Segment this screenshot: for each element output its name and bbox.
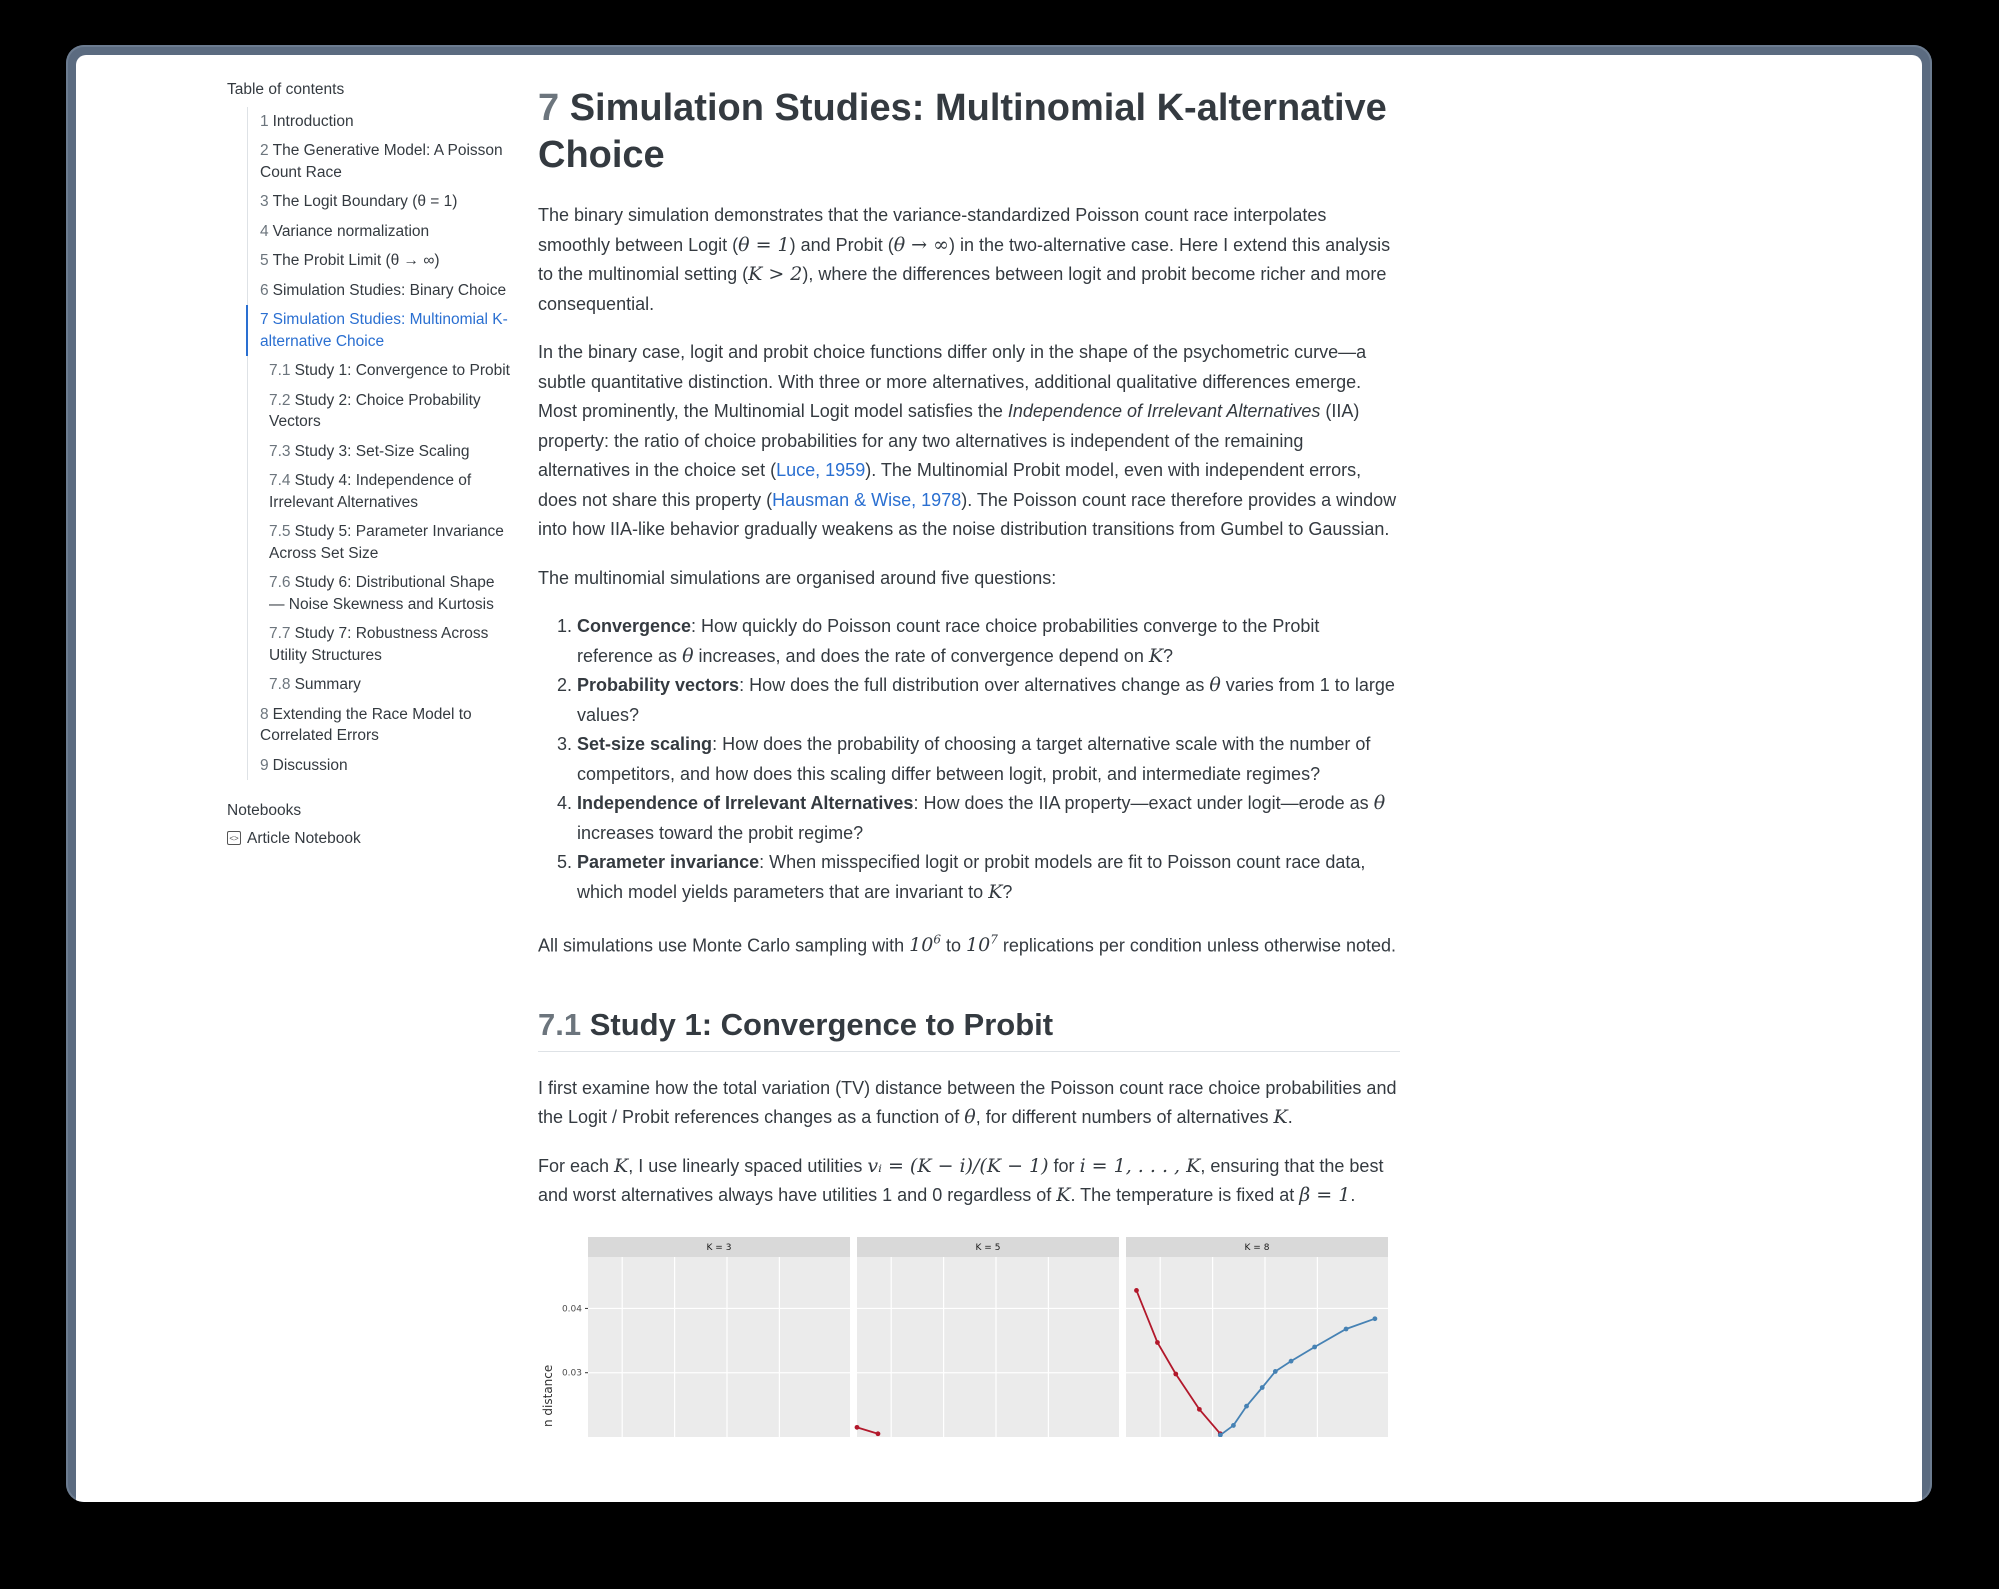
- math-inline: $10^6$: [909, 933, 941, 957]
- p1-text-b: ) and Probit (: [789, 234, 894, 255]
- question-text: : When misspecified logit or probit models are fit to Poisson count race data, which model yields parameters that are invariant to: [577, 852, 1366, 902]
- toc-item-number: 7.8: [269, 676, 291, 693]
- math-inline: K: [988, 880, 1003, 903]
- toc-item[interactable]: [248, 246, 512, 276]
- math-inline: θ: [964, 1106, 976, 1129]
- table-of-contents: [227, 79, 512, 849]
- p1-text-c: ) in the two-alternative case. Here I extend this analysis to the multinomial setting (: [538, 234, 1391, 284]
- toc-item-number: 2: [260, 142, 269, 159]
- question-title: Convergence: [577, 616, 692, 636]
- p2-text-b: (IIA) property: the ratio of choice probabilities for any two alternatives is independent of the remaining alternatives in the choice set (: [538, 401, 1360, 480]
- y-axis-label: n distance: [541, 1364, 555, 1427]
- p2-text-c: ). The Multinomial Probit model, even with independent errors, does not share this property (: [538, 460, 1362, 510]
- toc-item-label: Introduction: [272, 112, 354, 130]
- data-point: [1312, 1344, 1317, 1349]
- data-point: [1173, 1371, 1178, 1376]
- p2-emphasis: Independence of Irrelevant Alternatives: [1007, 401, 1321, 421]
- panel-background: [588, 1257, 850, 1437]
- y-tick-label: 0.04: [561, 1304, 582, 1315]
- question-text: increases toward the probit regime?: [577, 822, 864, 843]
- toc-item-number: 6: [260, 281, 269, 299]
- p5-text-c: .: [1287, 1107, 1293, 1128]
- toc-item[interactable]: [248, 217, 512, 247]
- toc-item[interactable]: [246, 305, 512, 356]
- paragraph-5: [538, 1074, 1400, 1133]
- toc-item[interactable]: [248, 107, 512, 137]
- p4-text-a: All simulations use Monte Carlo sampling with: [538, 935, 910, 956]
- paragraph-6: [538, 1152, 1400, 1211]
- data-point: [1231, 1423, 1236, 1428]
- toc-item-number: 7.6: [269, 574, 291, 591]
- citation-luce[interactable]: Luce, 1959: [776, 460, 866, 480]
- math-inline: θ = 1: [738, 233, 790, 256]
- browser-window: [66, 45, 1932, 1502]
- toc-item[interactable]: [248, 437, 512, 467]
- toc-item[interactable]: [248, 670, 512, 700]
- p4-text-b: to: [940, 935, 966, 956]
- subsection-heading: [538, 1005, 1400, 1052]
- p2-text-a: In the binary case, logit and probit choice functions differ only in the shape of the psychometric curve—a subtle quantitative distinction. With three or more alternatives, additional qualitative differences emerge. Most prominently, the Multinomial Logit model satisfies the: [538, 342, 1367, 421]
- toc-item[interactable]: [248, 619, 512, 670]
- paragraph-2: [538, 338, 1400, 545]
- question-item: [577, 612, 1400, 671]
- notebooks-title: Notebooks: [227, 802, 302, 819]
- math-inline: K: [1148, 644, 1164, 667]
- data-point: [1273, 1369, 1278, 1374]
- p1-text-d: ), where the differences between logit and probit become richer and more consequential.: [538, 264, 1387, 314]
- toc-item-number: 7.1: [269, 362, 291, 379]
- section-title: Simulation Studies: Multinomial K-alternative Choice: [538, 87, 1387, 176]
- toc-title: Table of contents: [227, 81, 345, 98]
- toc-item[interactable]: [248, 276, 512, 306]
- question-item: [577, 848, 1400, 907]
- toc-item-number: 1: [260, 112, 269, 130]
- toc-item[interactable]: [248, 517, 512, 568]
- toc-item-number: 7: [260, 311, 269, 328]
- code-icon: <>: [227, 831, 241, 845]
- toc-item-number: 7.5: [269, 523, 291, 540]
- facet-label: K = 5: [975, 1242, 1001, 1253]
- p6-text-a: For each: [538, 1155, 615, 1176]
- data-point: [1289, 1359, 1294, 1364]
- toc-item[interactable]: [248, 700, 512, 751]
- data-point: [1134, 1288, 1139, 1293]
- math-inline: K: [1273, 1106, 1288, 1129]
- question-title: Probability vectors: [577, 675, 740, 695]
- section-heading: [538, 85, 1400, 179]
- question-text: : How does the full distribution over alternatives change as: [739, 675, 1210, 695]
- math-inline: $10^7$: [966, 933, 998, 957]
- toc-item[interactable]: [248, 187, 512, 217]
- question-item: [577, 730, 1400, 789]
- p4-text-c: replications per condition unless otherwise noted.: [997, 935, 1397, 956]
- data-point: [1244, 1404, 1249, 1409]
- toc-item-label: Study 2: Choice Probability Vectors: [269, 391, 481, 430]
- article-main: [538, 85, 1400, 1437]
- question-text: ?: [1002, 881, 1013, 902]
- subsection-title: Study 1: Convergence to Probit: [589, 1006, 1054, 1042]
- toc-item-number: 7.2: [269, 391, 291, 409]
- toc-item-label: Simulation Studies: Multinomial K-alternative Choice: [260, 311, 508, 350]
- facet-label: K = 8: [1244, 1242, 1270, 1253]
- math-inline: θ: [1209, 674, 1221, 696]
- data-point: [1344, 1326, 1349, 1331]
- toc-item-label: Summary: [294, 676, 361, 693]
- question-text: : How quickly do Poisson count race choice probabilities converge to the Probit reference as: [577, 616, 1320, 666]
- p6-text-c: for: [1048, 1155, 1080, 1176]
- citation-hausman-wise[interactable]: Hausman & Wise, 1978: [772, 489, 962, 510]
- y-tick-label: 0.03: [561, 1368, 582, 1379]
- paragraph-4: [538, 926, 1400, 961]
- question-text: : How does the probability of choosing a target alternative scale with the number of competitors, and how does this scaling differ between logit, probit, and intermediate regimes?: [577, 734, 1371, 784]
- paragraph-3: The multinomial simulations are organised around five questions:: [538, 567, 1057, 588]
- toc-item-label: Study 3: Set-Size Scaling: [294, 442, 470, 460]
- article-notebook-label: Article Notebook: [247, 829, 361, 847]
- toc-item-label: Study 7: Robustness Across Utility Structures: [269, 625, 489, 664]
- question-item: [577, 671, 1400, 730]
- question-text: increases, and does the rate of convergence depend on: [693, 645, 1149, 666]
- panel-background: [1126, 1257, 1388, 1437]
- toc-item-label: Discussion: [272, 756, 348, 774]
- p1-text-a: The binary simulation demonstrates that the variance-standardized Poisson count race interpolates smoothly between Logit (: [538, 205, 1327, 255]
- toc-item-label: Study 5: Parameter Invariance Across Set Size: [269, 523, 504, 562]
- toc-item[interactable]: [248, 568, 512, 619]
- toc-item-label: The Logit Boundary (θ = 1): [272, 193, 458, 210]
- questions-list: [538, 612, 1400, 907]
- data-point: [855, 1425, 860, 1430]
- subsection-number: 7.1: [538, 1006, 582, 1042]
- p6-text-b: , I use linearly spaced utilities: [628, 1155, 868, 1176]
- convergence-figure: [538, 1237, 1400, 1437]
- toc-item-number: 7.4: [269, 472, 291, 489]
- toc-item-number: 7.7: [269, 625, 291, 642]
- toc-item-number: 8: [260, 705, 269, 723]
- math-inline: K: [614, 1154, 629, 1177]
- toc-item-label: The Generative Model: A Poisson Count Race: [260, 142, 503, 181]
- faceted-line-chart: [538, 1237, 1400, 1437]
- question-item: [577, 789, 1400, 848]
- math-inline: vᵢ = (K − i)/(K − 1): [867, 1154, 1049, 1177]
- question-text: varies from 1 to large values?: [577, 675, 1395, 725]
- toc-item-label: Variance normalization: [272, 222, 430, 240]
- data-point: [1155, 1340, 1160, 1345]
- p2-text-d: ). The Poisson count race therefore provides a window into how IIA-like behavior gradually weakens as the noise distribution transitions from Gumbel to Gaussian.: [538, 489, 1397, 539]
- math-inline: K: [1056, 1184, 1071, 1207]
- p5-text-a: I first examine how the total variation (TV) distance between the Poisson count race choice probabilities and the Logit / Probit references changes as a function of: [538, 1077, 1397, 1128]
- toc-item-label: Simulation Studies: Binary Choice: [272, 281, 507, 299]
- p6-text-f: .: [1350, 1185, 1356, 1206]
- panel-background: [857, 1257, 1119, 1437]
- toc-item-label: Study 6: Distributional Shape — Noise Skewness and Kurtosis: [269, 574, 495, 613]
- math-inline: K > 2: [748, 263, 803, 285]
- question-title: Independence of Irrelevant Alternatives: [577, 793, 914, 813]
- question-text: ?: [1163, 645, 1174, 666]
- question-title: Set-size scaling: [577, 734, 713, 754]
- toc-item-number: 9: [260, 756, 269, 774]
- toc-item[interactable]: [248, 356, 512, 386]
- math-inline: θ: [1373, 792, 1386, 814]
- article-page: [76, 55, 1922, 1502]
- question-title: Parameter invariance: [577, 852, 760, 872]
- question-text: : How does the IIA property—exact under logit—erode as: [913, 793, 1374, 813]
- data-point: [1197, 1407, 1202, 1412]
- toc-item-label: The Probit Limit (θ → ∞): [272, 252, 440, 269]
- toc-item-number: 5: [260, 252, 269, 269]
- data-point: [1373, 1316, 1378, 1321]
- toc-item[interactable]: [248, 751, 512, 781]
- p6-text-e: . The temperature is fixed at: [1070, 1185, 1300, 1206]
- math-inline: i = 1, . . . , K: [1079, 1154, 1201, 1177]
- p6-text-d: , ensuring that the best and worst alternatives always have utilities 1 and 0 regardless of: [538, 1155, 1384, 1206]
- toc-item-label: Study 4: Independence of Irrelevant Alternatives: [269, 472, 472, 511]
- toc-item-label: Study 1: Convergence to Probit: [294, 362, 510, 379]
- toc-item-number: 4: [260, 222, 269, 240]
- article-notebook-link[interactable]: [227, 828, 512, 850]
- p5-text-b: , for different numbers of alternatives: [975, 1107, 1274, 1128]
- data-point: [876, 1431, 881, 1436]
- toc-item-number: 7.3: [269, 442, 291, 460]
- paragraph-1: [538, 201, 1400, 319]
- toc-item-number: 3: [260, 193, 269, 210]
- toc-item-label: Extending the Race Model to Correlated Errors: [260, 705, 472, 744]
- toc-item[interactable]: [248, 386, 512, 437]
- math-inline: θ: [682, 644, 694, 667]
- data-point: [1260, 1385, 1265, 1390]
- toc-item[interactable]: [248, 136, 512, 187]
- toc-item[interactable]: [248, 466, 512, 517]
- facet-label: K = 3: [706, 1242, 732, 1253]
- math-inline: β = 1: [1299, 1184, 1351, 1207]
- section-number: 7: [538, 87, 560, 129]
- math-inline: θ → ∞: [893, 233, 949, 256]
- toc-list: [247, 107, 512, 781]
